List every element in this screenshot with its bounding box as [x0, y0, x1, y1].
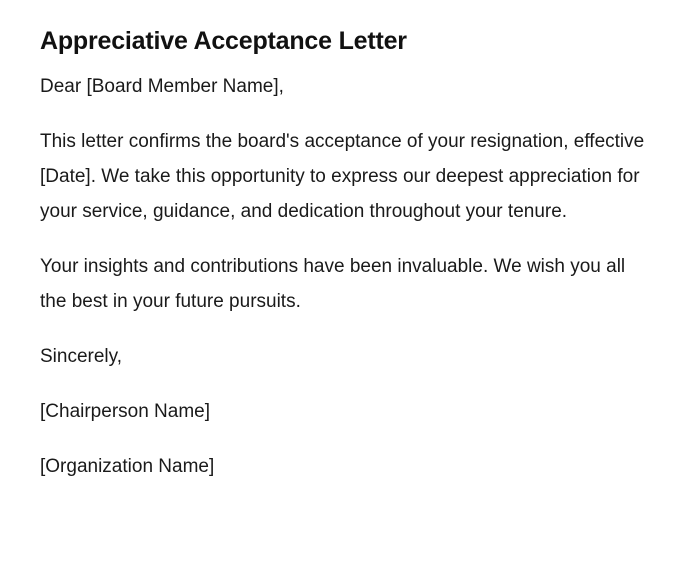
letter-salutation: Dear [Board Member Name],: [40, 76, 284, 97]
letter-closing: Sincerely,: [40, 346, 123, 367]
letter-signer-name: [Chairperson Name]: [40, 401, 211, 422]
letter-organization-name: [Organization Name]: [40, 456, 215, 477]
letter-title: Appreciative Acceptance Letter: [40, 27, 407, 55]
letter-document: [40, 24, 645, 484]
letter-paragraph-appreciation: Your insights and contributions have been invaluable. We wish you all the best in your future pursuits.: [40, 256, 626, 312]
letter-paragraph-acceptance: This letter confirms the board's acceptance of your resignation, effective [Date]. We take this opportunity to express our deepest appreciation for your service, guidance, and dedication throughout your tenure.: [40, 131, 645, 222]
